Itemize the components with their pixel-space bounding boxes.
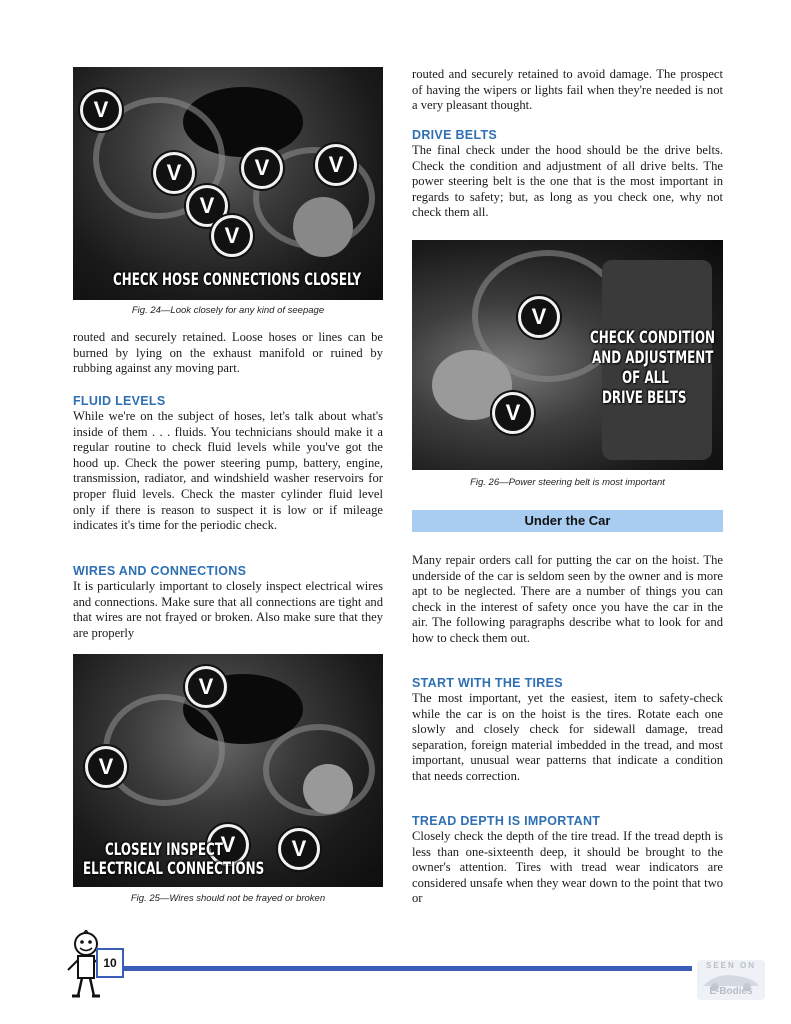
tread-depth-heading: TREAD DEPTH IS IMPORTANT	[412, 814, 601, 828]
check-mark-icon: V	[85, 746, 127, 788]
under-car-paragraph: Many repair orders call for putting the car on the hoist. The underside of the car is seldom seen by the owner and is more apt to be neglected. There are a number of things you can check in the interest of safety once you have the car in the air. The following paragraphs describe what to look for and how to check them out.	[412, 553, 723, 645]
figure-25-overlay-line1: CLOSELY INSPECT	[105, 840, 223, 860]
check-mark-icon: V	[241, 147, 283, 189]
figure-24-photo	[73, 67, 383, 300]
seen-on-ebodies-logo: SEEN ON E-Bodies	[697, 960, 765, 1000]
start-with-tires-paragraph: The most important, yet the easiest, item to safety-check while the car is on the hoist is the tires. Rotate each one slowly and closely check for sidewall damage, tread separation, foreign material imbedded in the tread, and most important, unusual wear patterns that indicate a condition that needs correction.	[412, 691, 723, 783]
left-continued-paragraph: routed and securely retained. Loose hoses or lines can be burned by lying on the exhaust manifold or ruined by rubbing against any moving part.	[73, 330, 383, 376]
check-mark-icon: V	[80, 89, 122, 131]
check-mark-icon: V	[315, 144, 357, 186]
figure-25-photo	[73, 654, 383, 887]
check-mark-icon: V	[185, 666, 227, 708]
figure-24-caption: Fig. 24—Look closely for any kind of seepage	[131, 305, 325, 316]
drive-belts-heading: DRIVE BELTS	[412, 128, 498, 142]
check-mark-icon: V	[492, 392, 534, 434]
check-mark-icon: V	[186, 185, 228, 227]
drive-belts-paragraph: The final check under the hood should be the drive belts. Check the condition and adjustment of all drive belts. The power steering belt is the one that is the most important in regards to safety; but, as long as you check one, why not check them all.	[412, 143, 723, 220]
figure-24-overlay-text: CHECK HOSE CONNECTIONS CLOSELY	[113, 270, 362, 290]
figure-25-caption: Fig. 25—Wires should not be frayed or broken	[130, 893, 326, 904]
wires-connections-heading: WIRES AND CONNECTIONS	[73, 564, 247, 578]
footer-rule	[118, 966, 692, 971]
figure-26-overlay-line2: AND ADJUSTMENT	[592, 348, 714, 368]
check-mark-icon: V	[153, 152, 195, 194]
right-continued-paragraph: routed and securely retained to avoid damage. The prospect of having the wipers or lights fail when they're needed is not a very pleasant thought.	[412, 67, 723, 113]
figure-26-overlay-line3: OF ALL	[622, 368, 669, 388]
check-mark-icon: V	[207, 824, 249, 866]
under-the-car-banner: Under the Car	[412, 510, 723, 532]
check-mark-icon: V	[518, 296, 560, 338]
check-mark-icon: V	[211, 215, 253, 257]
figure-26-overlay-line1: CHECK CONDITION	[590, 328, 715, 348]
figure-25-overlay-line2: ELECTRICAL CONNECTIONS	[83, 859, 265, 879]
tread-depth-paragraph: Closely check the depth of the tire tread. If the tread depth is less than one-sixteenth deep, it should be brought to the owner's attention. Tires with tread wear indicators are considered unsafe when they wear down to the point that two or	[412, 829, 723, 906]
figure-26-caption: Fig. 26—Power steering belt is most important	[470, 477, 665, 488]
wires-connections-paragraph: It is particularly important to closely inspect electrical wires and connections. Make sure that all connections are tight and that wires are not frayed or broken. Also make sure that they are properly	[73, 579, 383, 640]
start-with-tires-heading: START WITH THE TIRES	[412, 676, 563, 690]
check-mark-icon: V	[278, 828, 320, 870]
fluid-levels-paragraph: While we're on the subject of hoses, let's talk about what's inside of them . . . fluids. You technicians should make it a regular routine to check fluid levels while you've got the hood up. Check the power steering pump, battery, engine, transmission, radiator, and windshield washer reservoirs for proper fluid levels. Check the master cylinder fluid level only if there is reason to suspect it is low or if mileage indicates it's time for the periodic check.	[73, 409, 383, 533]
figure-26-photo	[412, 240, 723, 470]
figure-26-overlay-line4: DRIVE BELTS	[602, 388, 687, 408]
fluid-levels-heading: FLUID LEVELS	[73, 394, 166, 408]
page-number: 10	[96, 948, 124, 978]
